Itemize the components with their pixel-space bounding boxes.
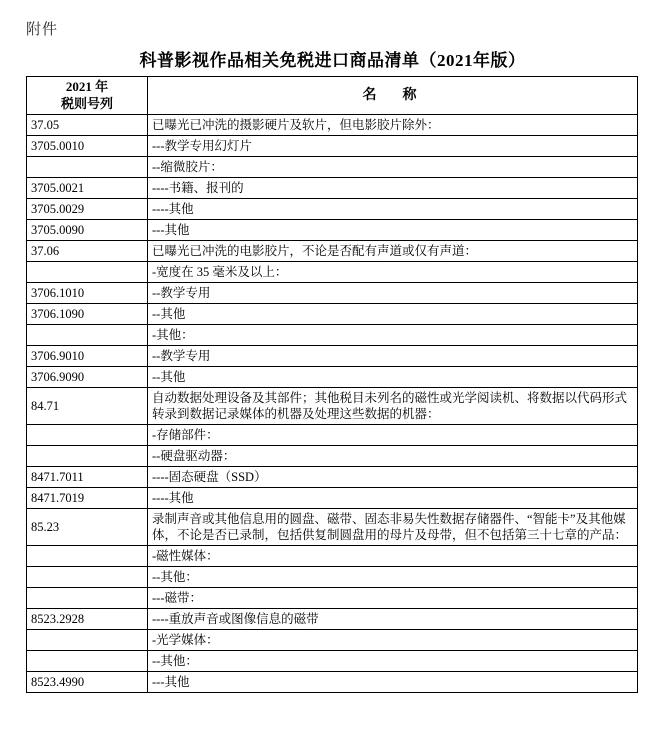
table-row bbox=[27, 630, 638, 651]
table-row bbox=[27, 157, 638, 178]
cell-name: -存储部件： bbox=[148, 425, 638, 446]
cell-tariff-code: 3706.9010 bbox=[27, 346, 148, 367]
cell-name: --教学专用 bbox=[148, 283, 638, 304]
cell-tariff-code: 3706.1010 bbox=[27, 283, 148, 304]
column-header-tariff-code bbox=[27, 77, 148, 115]
table-row bbox=[27, 199, 638, 220]
cell-tariff-code bbox=[27, 262, 148, 283]
cell-tariff-code bbox=[27, 588, 148, 609]
tariff-code-table bbox=[26, 76, 638, 693]
cell-tariff-code: 37.06 bbox=[27, 241, 148, 262]
table-row bbox=[27, 220, 638, 241]
cell-tariff-code bbox=[27, 157, 148, 178]
table-row bbox=[27, 467, 638, 488]
page-title: 科普影视作品相关免税进口商品清单（2021年版） bbox=[139, 51, 526, 70]
table-header bbox=[27, 77, 638, 115]
cell-tariff-code: 3705.0090 bbox=[27, 220, 148, 241]
table-row bbox=[27, 283, 638, 304]
cell-name: ----其他 bbox=[148, 488, 638, 509]
cell-tariff-code: 85.23 bbox=[27, 509, 148, 546]
cell-name: -磁性媒体： bbox=[148, 546, 638, 567]
cell-tariff-code: 84.71 bbox=[27, 388, 148, 425]
table-row bbox=[27, 115, 638, 136]
cell-name: --其他： bbox=[148, 567, 638, 588]
table-row bbox=[27, 567, 638, 588]
cell-tariff-code: 3705.0021 bbox=[27, 178, 148, 199]
cell-name: 自动数据处理设备及其部件；其他税目未列名的磁性或光学阅读机、将数据以代码形式转录到数据记录媒体的机器及处理这些数据的机器： bbox=[148, 388, 638, 425]
cell-tariff-code: 8523.4990 bbox=[27, 672, 148, 693]
cell-name: --其他 bbox=[148, 304, 638, 325]
table-row bbox=[27, 136, 638, 157]
cell-name: 已曝光已冲洗的电影胶片，不论是否配有声道或仅有声道： bbox=[148, 241, 638, 262]
cell-name: ----其他 bbox=[148, 199, 638, 220]
cell-tariff-code: 37.05 bbox=[27, 115, 148, 136]
cell-name: -宽度在 35 毫米及以上： bbox=[148, 262, 638, 283]
cell-name: 已曝光已冲洗的摄影硬片及软片，但电影胶片除外： bbox=[148, 115, 638, 136]
table-row bbox=[27, 651, 638, 672]
cell-tariff-code: 8471.7011 bbox=[27, 467, 148, 488]
cell-name: --其他 bbox=[148, 367, 638, 388]
cell-tariff-code: 3706.9090 bbox=[27, 367, 148, 388]
attachment-label: 附件 bbox=[26, 22, 59, 38]
table-row bbox=[27, 241, 638, 262]
table-row bbox=[27, 304, 638, 325]
cell-name: ---教学专用幻灯片 bbox=[148, 136, 638, 157]
cell-name: -其他： bbox=[148, 325, 638, 346]
cell-tariff-code: 3705.0029 bbox=[27, 199, 148, 220]
cell-tariff-code bbox=[27, 546, 148, 567]
table-row bbox=[27, 546, 638, 567]
column-header-name: 名 称 bbox=[148, 77, 638, 115]
cell-name: --缩微胶片： bbox=[148, 157, 638, 178]
cell-tariff-code bbox=[27, 325, 148, 346]
cell-name: ----固态硬盘（SSD） bbox=[148, 467, 638, 488]
cell-name: --其他： bbox=[148, 651, 638, 672]
cell-tariff-code: 3705.0010 bbox=[27, 136, 148, 157]
cell-tariff-code: 8523.2928 bbox=[27, 609, 148, 630]
cell-name: ---其他 bbox=[148, 672, 638, 693]
cell-tariff-code: 8471.7019 bbox=[27, 488, 148, 509]
table-row bbox=[27, 262, 638, 283]
cell-tariff-code bbox=[27, 567, 148, 588]
table-row bbox=[27, 367, 638, 388]
cell-name: --教学专用 bbox=[148, 346, 638, 367]
column-header-tariff-code-line2: 税则号列 bbox=[60, 95, 113, 111]
table-row bbox=[27, 509, 638, 546]
table-row bbox=[27, 388, 638, 425]
cell-name: ----书籍、报刊的 bbox=[148, 178, 638, 199]
cell-tariff-code bbox=[27, 425, 148, 446]
cell-name: ---磁带： bbox=[148, 588, 638, 609]
cell-tariff-code: 3706.1090 bbox=[27, 304, 148, 325]
table-row bbox=[27, 425, 638, 446]
cell-tariff-code bbox=[27, 630, 148, 651]
table-body bbox=[27, 115, 638, 693]
cell-name: --硬盘驱动器： bbox=[148, 446, 638, 467]
table-row bbox=[27, 346, 638, 367]
cell-name: 录制声音或其他信息用的圆盘、磁带、固态非易失性数据存储器件、“智能卡”及其他媒体，不论是否已录制，包括供复制圆盘用的母片及母带，但不包括第三十七章的产品： bbox=[148, 509, 638, 546]
table-header-row bbox=[27, 77, 638, 115]
table-row bbox=[27, 609, 638, 630]
table-row bbox=[27, 672, 638, 693]
table-row bbox=[27, 325, 638, 346]
table-row bbox=[27, 178, 638, 199]
cell-tariff-code bbox=[27, 446, 148, 467]
cell-name: ----重放声音或图像信息的磁带 bbox=[148, 609, 638, 630]
table-row bbox=[27, 588, 638, 609]
cell-name: -光学媒体： bbox=[148, 630, 638, 651]
cell-tariff-code bbox=[27, 651, 148, 672]
table-row bbox=[27, 446, 638, 467]
table-row bbox=[27, 488, 638, 509]
column-header-tariff-code-line1: 2021 年 bbox=[65, 79, 109, 94]
cell-name: ---其他 bbox=[148, 220, 638, 241]
